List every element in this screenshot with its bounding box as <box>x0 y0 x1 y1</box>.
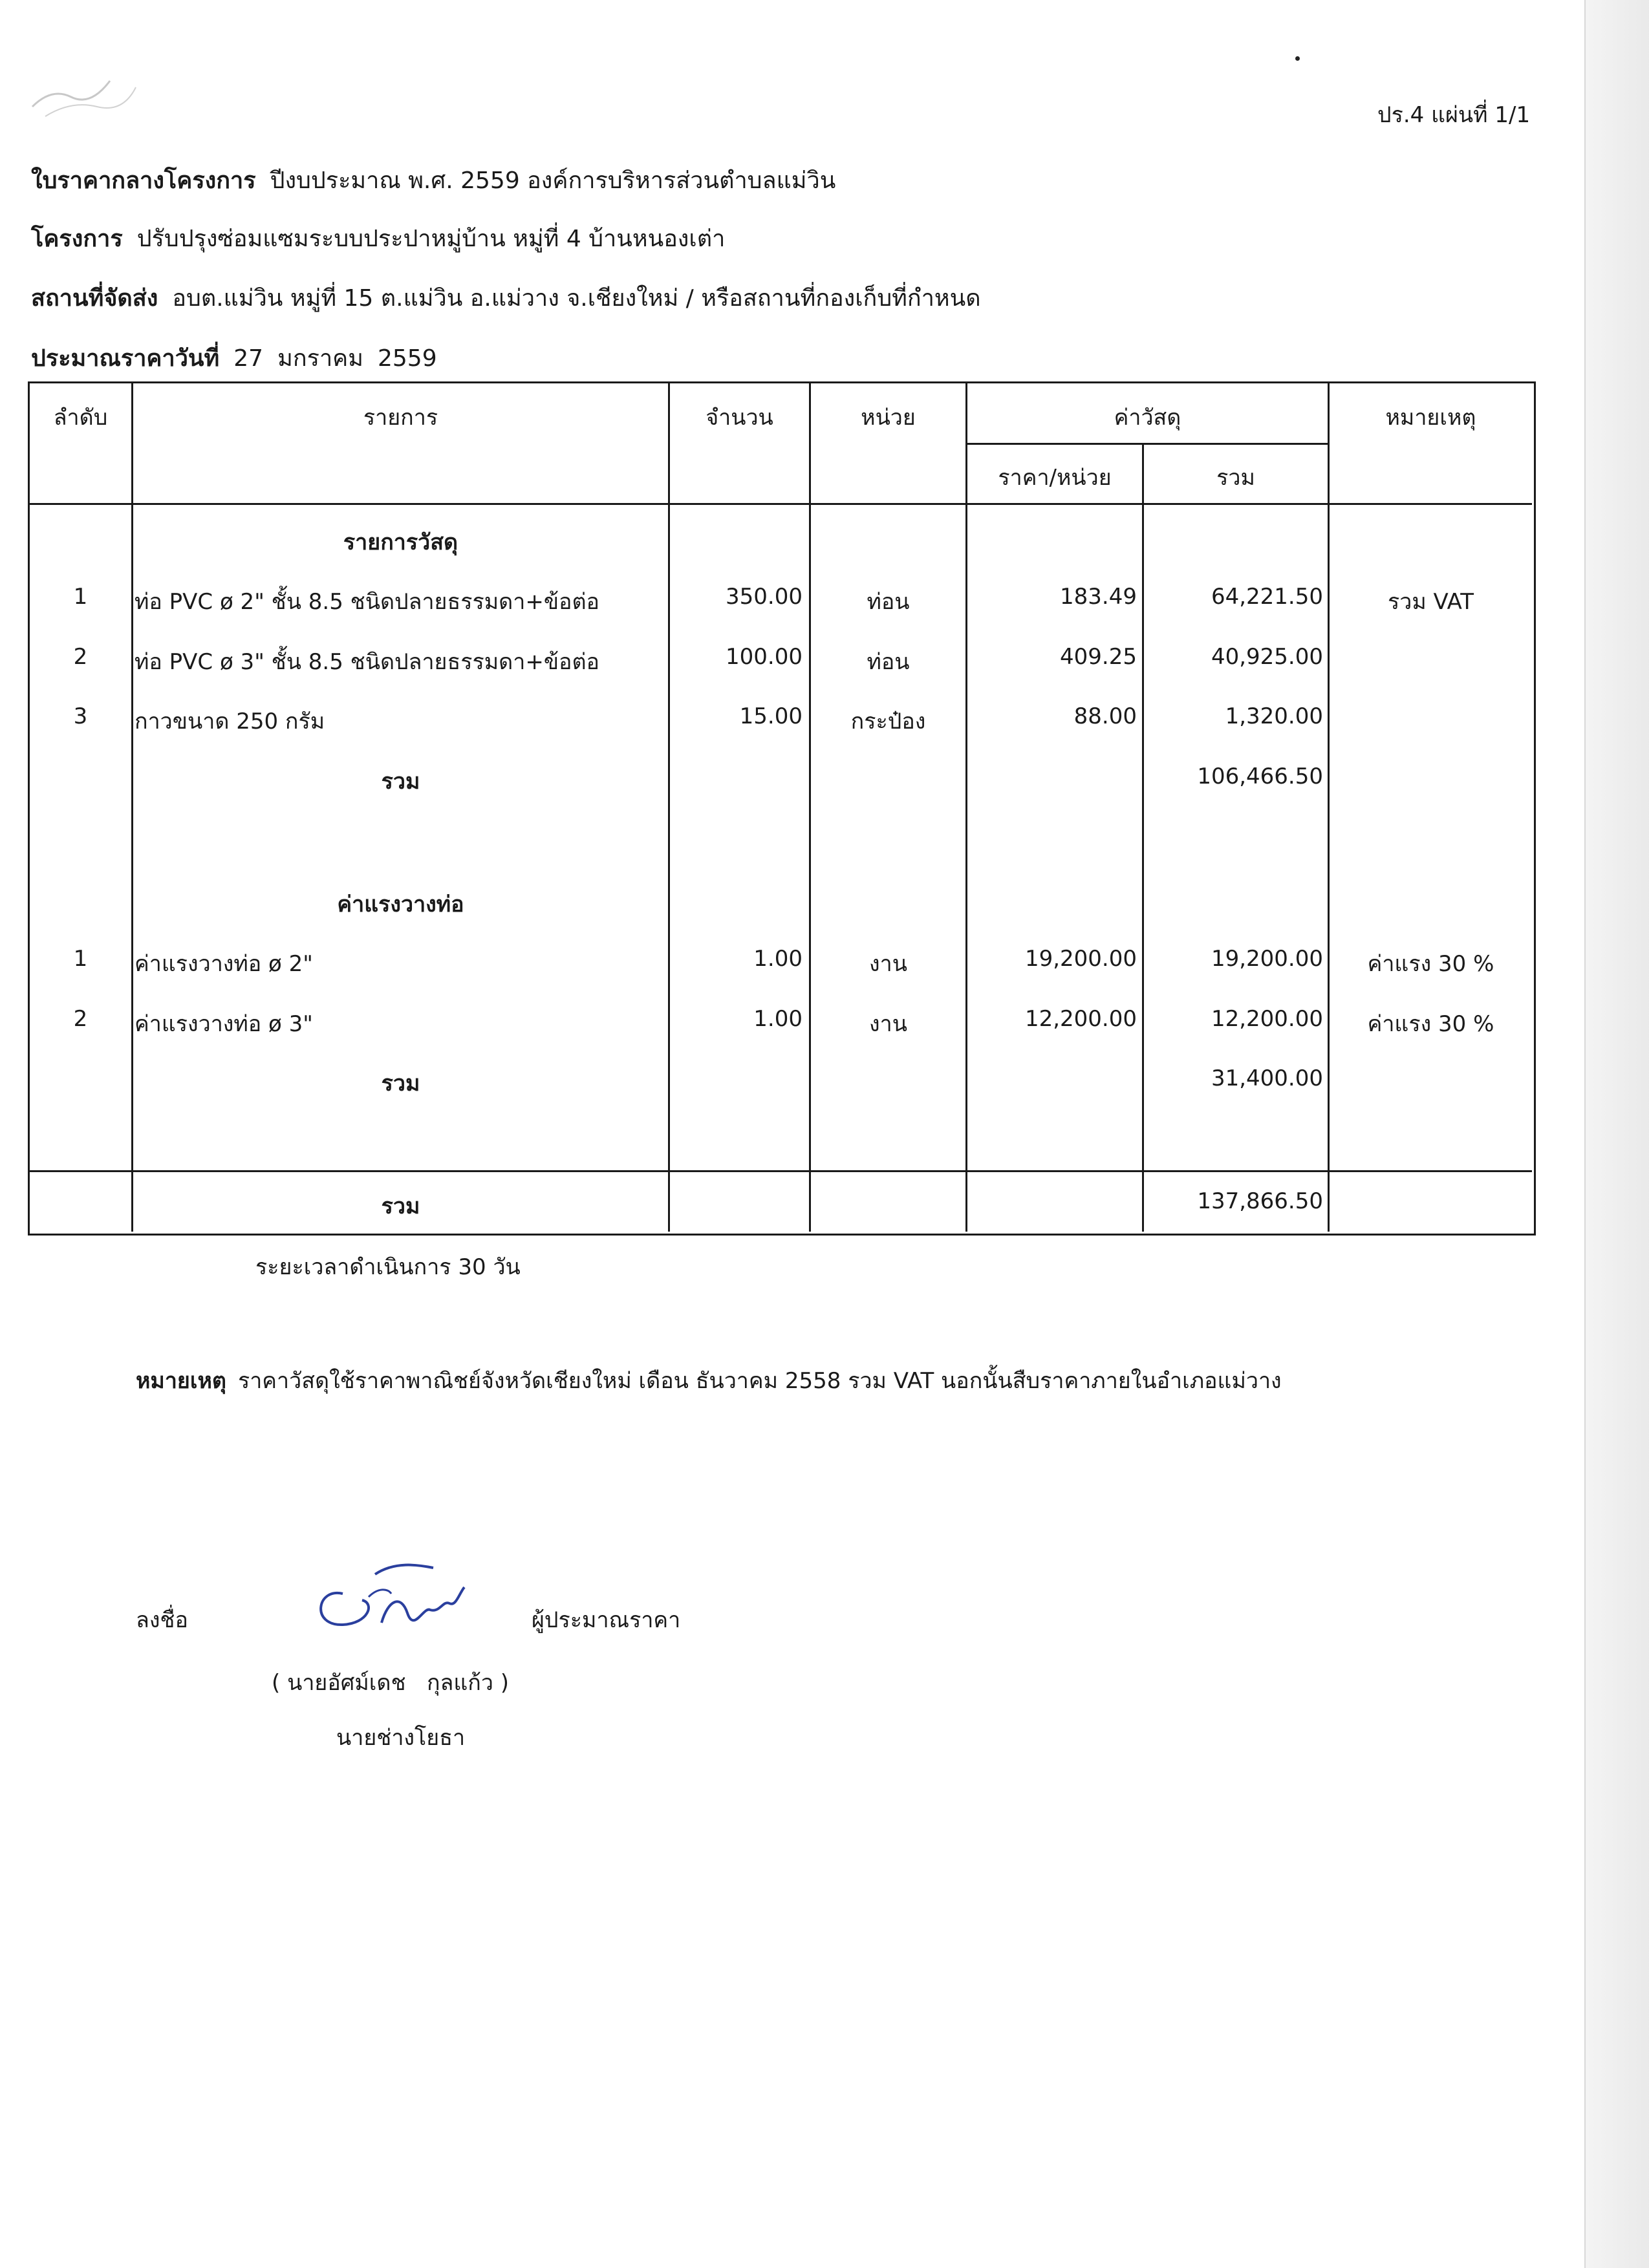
section-materials-sum: 106,466.50 <box>1197 764 1323 789</box>
signer-title: นายช่างโยธา <box>336 1725 466 1751</box>
project-line <box>31 220 725 257</box>
grand-total-value: 137,866.50 <box>1197 1188 1323 1214</box>
scan-dot <box>1295 56 1300 61</box>
header-unit: หน่วย <box>861 405 916 431</box>
price-title-line <box>31 162 835 198</box>
duration-text: ระยะเวลาดำเนินการ 30 วัน <box>255 1254 521 1280</box>
delivery-value: อบต.แม่วิน หมู่ที่ 15 ต.แม่วิน อ.แม่วาง จ.เชียงใหม่ / หรือสถานที่กองเก็บที่กำหนด <box>172 285 981 312</box>
row-total: 64,221.50 <box>1211 584 1323 610</box>
price-table <box>28 381 1536 1236</box>
section-labor-sum-label: รวม <box>381 1071 420 1097</box>
col-divider <box>131 383 133 1232</box>
price-title-label: ใบราคากลางโครงการ <box>31 167 256 194</box>
row-no: 2 <box>73 644 88 670</box>
row-unit-price: 88.00 <box>1073 703 1137 729</box>
row-unit: งาน <box>869 951 907 977</box>
section-materials-title: รายการวัสดุ <box>343 530 458 555</box>
row-total: 19,200.00 <box>1211 946 1323 972</box>
row-no: 2 <box>73 1006 88 1032</box>
date-label: ประมาณราคาวันที่ <box>31 345 220 372</box>
project-value: ปรับปรุงซ่อมแซมระบบประปาหมู่บ้าน หมู่ที่ 4 บ้านหนองเต่า <box>136 226 726 252</box>
header-unit-price: ราคา/หน่วย <box>998 465 1112 491</box>
header-item: รายการ <box>363 405 438 431</box>
section-labor-sum: 31,400.00 <box>1211 1065 1323 1091</box>
row-no: 1 <box>73 946 88 972</box>
col-divider <box>1142 443 1144 1232</box>
row-qty: 15.00 <box>739 703 803 729</box>
col-divider <box>809 383 811 1232</box>
header-bottom-line <box>30 503 1532 505</box>
header-total: รวม <box>1216 465 1255 491</box>
row-item: ค่าแรงวางท่อ ø 3" <box>135 1011 313 1037</box>
row-qty: 350.00 <box>726 584 803 610</box>
row-item: ค่าแรงวางท่อ ø 2" <box>135 951 313 977</box>
row-total: 1,320.00 <box>1225 703 1323 729</box>
row-unit-price: 183.49 <box>1060 584 1137 610</box>
header-remark: หมายเหตุ <box>1385 405 1476 431</box>
note <box>136 1363 1282 1398</box>
project-label: โครงการ <box>31 226 123 252</box>
note-label: หมายเหตุ <box>136 1368 226 1394</box>
sign-label: ลงชื่อ <box>136 1607 188 1633</box>
grand-total-line <box>30 1170 1532 1172</box>
scan-smudge <box>26 61 142 120</box>
handwritten-signature <box>304 1548 472 1645</box>
col-divider <box>668 383 670 1232</box>
row-remark: รวม VAT <box>1387 589 1474 615</box>
signer-role: ผู้ประมาณราคา <box>532 1607 681 1633</box>
price-title-value: ปีงบประมาณ พ.ศ. 2559 องค์การบริหารส่วนตำบลแม่วิน <box>270 167 836 194</box>
header-qty: จำนวน <box>706 405 773 431</box>
row-unit-price: 409.25 <box>1060 644 1137 670</box>
row-no: 1 <box>73 584 88 610</box>
row-total: 12,200.00 <box>1211 1006 1323 1032</box>
header-material: ค่าวัสดุ <box>1114 405 1181 431</box>
signer-name: ( นายอัศม์เดช กุลแก้ว ) <box>272 1670 510 1696</box>
row-total: 40,925.00 <box>1211 644 1323 670</box>
row-item: กาวขนาด 250 กรัม <box>135 709 325 734</box>
row-qty: 1.00 <box>753 1006 803 1032</box>
section-materials-sum-label: รวม <box>381 769 420 795</box>
row-item: ท่อ PVC ø 3" ชั้น 8.5 ชนิดปลายธรรมดา+ข้อต่อ <box>135 649 599 675</box>
row-unit: งาน <box>869 1011 907 1037</box>
sheet-reference: ปร.4 แผ่นที่ 1/1 <box>1377 102 1531 128</box>
grand-total-label: รวม <box>381 1193 420 1219</box>
col-divider <box>965 383 967 1232</box>
row-remark: ค่าแรง 30 % <box>1367 951 1494 977</box>
date-year: 2559 <box>377 345 437 372</box>
row-unit: ท่อน <box>867 589 910 615</box>
date-day: 27 <box>233 345 264 372</box>
row-item: ท่อ PVC ø 2" ชั้น 8.5 ชนิดปลายธรรมดา+ข้อต่อ <box>135 589 599 615</box>
row-unit-price: 19,200.00 <box>1024 946 1137 972</box>
row-unit: กระป๋อง <box>850 709 926 734</box>
col-divider <box>1328 383 1330 1232</box>
section-labor-title: ค่าแรงวางท่อ <box>337 892 464 917</box>
row-unit: ท่อน <box>867 649 910 675</box>
row-qty: 100.00 <box>726 644 803 670</box>
delivery-label: สถานที่จัดส่ง <box>31 285 158 312</box>
row-no: 3 <box>73 703 88 729</box>
date-month: มกราคม <box>277 345 363 372</box>
header-no: ลำดับ <box>53 405 108 431</box>
note-text: ราคาวัสดุใช้ราคาพาณิชย์จังหวัดเชียงใหม่ เดือน ธันวาคม 2558 รวม VAT นอกนั้นสืบราคาภายในอำเภอแม่วาง <box>237 1368 1282 1394</box>
delivery-line <box>31 279 981 316</box>
header-subdivider <box>965 443 1330 445</box>
row-qty: 1.00 <box>753 946 803 972</box>
row-remark: ค่าแรง 30 % <box>1367 1011 1494 1037</box>
date-line <box>31 339 437 376</box>
row-unit-price: 12,200.00 <box>1024 1006 1137 1032</box>
page-edge <box>1584 0 1649 2268</box>
